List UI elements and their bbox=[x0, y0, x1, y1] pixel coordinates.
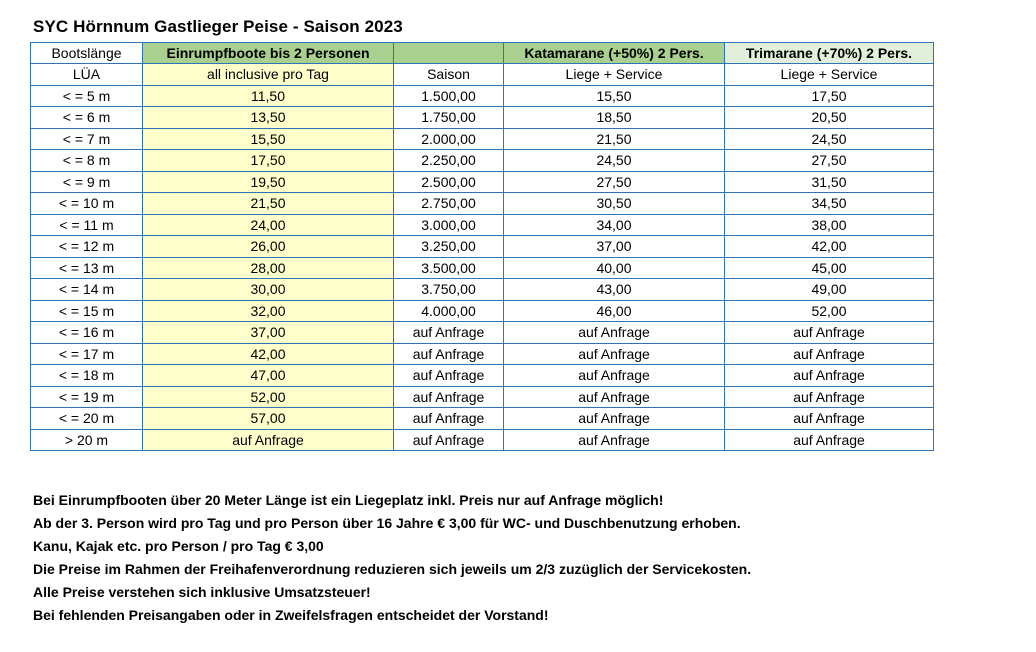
einrumpf-price-cell: 28,00 bbox=[143, 257, 394, 279]
header-kat-service: Liege + Service bbox=[504, 64, 725, 86]
table-row bbox=[31, 214, 934, 236]
trimaran-price-cell: 20,50 bbox=[725, 107, 934, 129]
length-cell: < = 13 m bbox=[31, 257, 143, 279]
katamaran-price-cell: auf Anfrage bbox=[504, 365, 725, 387]
header-row-2 bbox=[31, 64, 934, 86]
trimaran-price-cell: 17,50 bbox=[725, 85, 934, 107]
table-row bbox=[31, 193, 934, 215]
length-cell: < = 18 m bbox=[31, 365, 143, 387]
saison-price-cell: auf Anfrage bbox=[394, 343, 504, 365]
length-cell: < = 11 m bbox=[31, 214, 143, 236]
katamaran-price-cell: 46,00 bbox=[504, 300, 725, 322]
header-tri-service: Liege + Service bbox=[725, 64, 934, 86]
table-row bbox=[31, 365, 934, 387]
note-line: Bei Einrumpfbooten über 20 Meter Länge ist ein Liegeplatz inkl. Preis nur auf Anfrage möglich! bbox=[33, 492, 664, 508]
length-cell: < = 15 m bbox=[31, 300, 143, 322]
einrumpf-price-cell: 57,00 bbox=[143, 408, 394, 430]
saison-price-cell: 1.750,00 bbox=[394, 107, 504, 129]
header-bootslaenge: Bootslänge bbox=[31, 43, 143, 64]
saison-price-cell: 4.000,00 bbox=[394, 300, 504, 322]
table-row bbox=[31, 107, 934, 129]
trimaran-price-cell: auf Anfrage bbox=[725, 343, 934, 365]
katamaran-price-cell: 34,00 bbox=[504, 214, 725, 236]
einrumpf-price-cell: 17,50 bbox=[143, 150, 394, 172]
trimaran-price-cell: auf Anfrage bbox=[725, 322, 934, 344]
length-cell: < = 17 m bbox=[31, 343, 143, 365]
einrumpf-price-cell: 47,00 bbox=[143, 365, 394, 387]
table-row bbox=[31, 236, 934, 258]
einrumpf-price-cell: 26,00 bbox=[143, 236, 394, 258]
einrumpf-price-cell: 19,50 bbox=[143, 171, 394, 193]
length-cell: < = 6 m bbox=[31, 107, 143, 129]
trimaran-price-cell: auf Anfrage bbox=[725, 386, 934, 408]
trimaran-price-cell: 52,00 bbox=[725, 300, 934, 322]
einrumpf-price-cell: 15,50 bbox=[143, 128, 394, 150]
einrumpf-price-cell: 32,00 bbox=[143, 300, 394, 322]
header-katamarane: Katamarane (+50%) 2 Pers. bbox=[504, 43, 725, 64]
trimaran-price-cell: 38,00 bbox=[725, 214, 934, 236]
katamaran-price-cell: auf Anfrage bbox=[504, 386, 725, 408]
einrumpf-price-cell: 21,50 bbox=[143, 193, 394, 215]
trimaran-price-cell: 49,00 bbox=[725, 279, 934, 301]
trimaran-price-cell: auf Anfrage bbox=[725, 408, 934, 430]
katamaran-price-cell: 30,50 bbox=[504, 193, 725, 215]
table-row bbox=[31, 85, 934, 107]
table-row bbox=[31, 429, 934, 451]
trimaran-price-cell: 45,00 bbox=[725, 257, 934, 279]
length-cell: < = 7 m bbox=[31, 128, 143, 150]
trimaran-price-cell: auf Anfrage bbox=[725, 365, 934, 387]
price-table bbox=[30, 42, 934, 451]
length-cell: < = 16 m bbox=[31, 322, 143, 344]
saison-price-cell: auf Anfrage bbox=[394, 365, 504, 387]
einrumpf-price-cell: 52,00 bbox=[143, 386, 394, 408]
einrumpf-price-cell: 42,00 bbox=[143, 343, 394, 365]
katamaran-price-cell: 15,50 bbox=[504, 85, 725, 107]
trimaran-price-cell: 27,50 bbox=[725, 150, 934, 172]
length-cell: < = 12 m bbox=[31, 236, 143, 258]
length-cell: < = 20 m bbox=[31, 408, 143, 430]
katamaran-price-cell: auf Anfrage bbox=[504, 429, 725, 451]
table-row bbox=[31, 408, 934, 430]
table-row bbox=[31, 279, 934, 301]
header-trimarane: Trimarane (+70%) 2 Pers. bbox=[725, 43, 934, 64]
einrumpf-price-cell: 13,50 bbox=[143, 107, 394, 129]
katamaran-price-cell: auf Anfrage bbox=[504, 343, 725, 365]
einrumpf-price-cell: 37,00 bbox=[143, 322, 394, 344]
katamaran-price-cell: 37,00 bbox=[504, 236, 725, 258]
header-einrumpf: Einrumpfboote bis 2 Personen bbox=[143, 43, 394, 64]
trimaran-price-cell: auf Anfrage bbox=[725, 429, 934, 451]
header-row-1 bbox=[31, 43, 934, 64]
einrumpf-price-cell: auf Anfrage bbox=[143, 429, 394, 451]
saison-price-cell: 3.250,00 bbox=[394, 236, 504, 258]
length-cell: > 20 m bbox=[31, 429, 143, 451]
katamaran-price-cell: 18,50 bbox=[504, 107, 725, 129]
note-line: Bei fehlenden Preisangaben oder in Zweifelsfragen entscheidet der Vorstand! bbox=[33, 607, 549, 623]
einrumpf-price-cell: 11,50 bbox=[143, 85, 394, 107]
header-pro-tag: all inclusive pro Tag bbox=[143, 64, 394, 86]
katamaran-price-cell: 21,50 bbox=[504, 128, 725, 150]
katamaran-price-cell: 43,00 bbox=[504, 279, 725, 301]
table-row bbox=[31, 343, 934, 365]
notes-section bbox=[33, 489, 751, 627]
katamaran-price-cell: 24,50 bbox=[504, 150, 725, 172]
katamaran-price-cell: auf Anfrage bbox=[504, 322, 725, 344]
saison-price-cell: 3.750,00 bbox=[394, 279, 504, 301]
saison-price-cell: 3.500,00 bbox=[394, 257, 504, 279]
saison-price-cell: 2.500,00 bbox=[394, 171, 504, 193]
length-cell: < = 9 m bbox=[31, 171, 143, 193]
saison-price-cell: 1.500,00 bbox=[394, 85, 504, 107]
table-row bbox=[31, 386, 934, 408]
saison-price-cell: 3.000,00 bbox=[394, 214, 504, 236]
saison-price-cell: auf Anfrage bbox=[394, 386, 504, 408]
length-cell: < = 19 m bbox=[31, 386, 143, 408]
header-lua: LÜA bbox=[31, 64, 143, 86]
trimaran-price-cell: 34,50 bbox=[725, 193, 934, 215]
table-row bbox=[31, 128, 934, 150]
trimaran-price-cell: 24,50 bbox=[725, 128, 934, 150]
trimaran-price-cell: 31,50 bbox=[725, 171, 934, 193]
katamaran-price-cell: 40,00 bbox=[504, 257, 725, 279]
saison-price-cell: 2.250,00 bbox=[394, 150, 504, 172]
length-cell: < = 10 m bbox=[31, 193, 143, 215]
length-cell: < = 14 m bbox=[31, 279, 143, 301]
saison-price-cell: auf Anfrage bbox=[394, 429, 504, 451]
note-line: Alle Preise verstehen sich inklusive Umsatzsteuer! bbox=[33, 584, 371, 600]
length-cell: < = 8 m bbox=[31, 150, 143, 172]
trimaran-price-cell: 42,00 bbox=[725, 236, 934, 258]
table-row bbox=[31, 300, 934, 322]
table-row bbox=[31, 150, 934, 172]
length-cell: < = 5 m bbox=[31, 85, 143, 107]
katamaran-price-cell: 27,50 bbox=[504, 171, 725, 193]
table-row bbox=[31, 322, 934, 344]
table-row bbox=[31, 171, 934, 193]
note-line: Die Preise im Rahmen der Freihafenverordnung reduzieren sich jeweils um 2/3 zuzüglich der Servicekosten. bbox=[33, 561, 752, 577]
einrumpf-price-cell: 30,00 bbox=[143, 279, 394, 301]
page-title: SYC Hörnnum Gastlieger Peise - Saison 2023 bbox=[33, 17, 403, 36]
header-saison: Saison bbox=[394, 64, 504, 86]
note-line: Kanu, Kajak etc. pro Person / pro Tag € 3,00 bbox=[33, 538, 324, 554]
note-line: Ab der 3. Person wird pro Tag und pro Person über 16 Jahre € 3,00 für WC- und Duschbenutzung erhoben. bbox=[33, 515, 741, 531]
saison-price-cell: auf Anfrage bbox=[394, 322, 504, 344]
saison-price-cell: 2.750,00 bbox=[394, 193, 504, 215]
header-blank bbox=[394, 43, 504, 64]
einrumpf-price-cell: 24,00 bbox=[143, 214, 394, 236]
table-row bbox=[31, 257, 934, 279]
saison-price-cell: 2.000,00 bbox=[394, 128, 504, 150]
saison-price-cell: auf Anfrage bbox=[394, 408, 504, 430]
katamaran-price-cell: auf Anfrage bbox=[504, 408, 725, 430]
